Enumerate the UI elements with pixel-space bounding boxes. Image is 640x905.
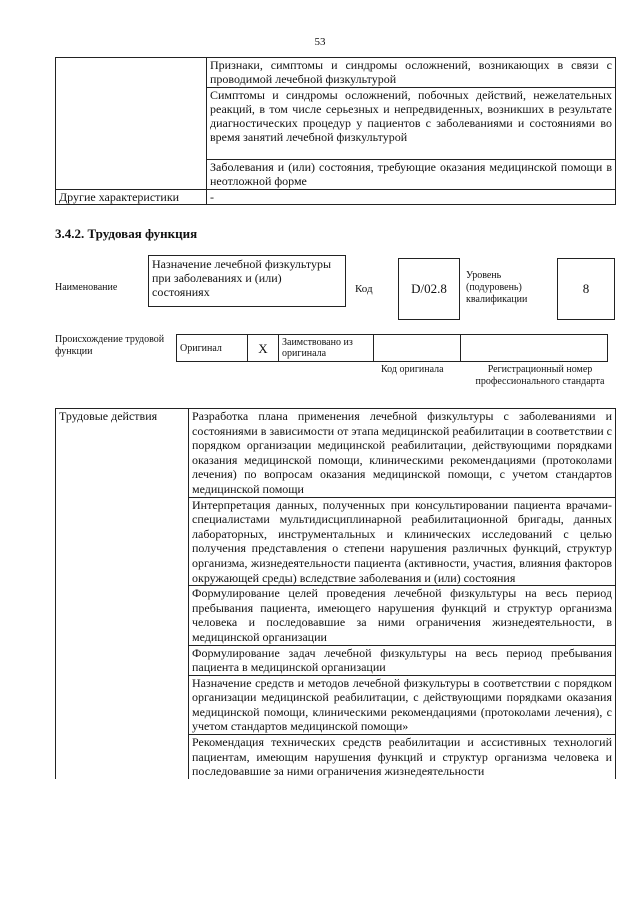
table-row-text: Симптомы и синдромы осложнений, побочных действий, нежелательных реакций, в том числе серьезных и непредвиденных, возникших в результате диагностических процедур у пациентов с заболеваниями и состояниями во время занятий лечебной физкультурой (207, 88, 616, 160)
empty-label-cell (56, 58, 207, 190)
page-number: 53 (314, 36, 326, 48)
borrowed-label: Заимствовано из оригинала (279, 335, 374, 362)
origin-label: Происхождение трудовой функции (55, 334, 165, 357)
reg-number-cell (461, 335, 608, 362)
labor-actions-table (55, 408, 616, 779)
other-characteristics-label: Другие характеристики (56, 190, 207, 205)
labor-action-item: Назначение средств и методов лечебной физкультуры в соответствии с порядком организации медицинской реабилитации, с действующими порядками оказания медицинской помощи, клиническими рекомендациями (протоколами лечения), с учетом стандартов медицинской помощи» (189, 675, 616, 734)
labor-actions-label: Трудовые действия (56, 409, 189, 779)
table-row-text: Признаки, симптомы и синдромы осложнений, возникающих в связи с проводимой лечебной физкультурой (207, 58, 616, 88)
name-label: Наименование (55, 282, 118, 293)
code-label: Код (355, 283, 373, 295)
labor-action-item: Формулирование целей проведения лечебной физкультуры на весь период пребывания пациента, имеющего нарушения функций и структур организма человека и последовавшие за ними ограничения жизнедеятельности, в медицинской организации (189, 586, 616, 645)
qualification-level-label: Уровень (подуровень) квалификации (466, 270, 528, 305)
table-row-text: Заболевания и (или) состояния, требующие оказания медицинской помощи в неотложной форме (207, 160, 616, 190)
reg-number-caption: Регистрационный номер профессионального стандарта (475, 364, 605, 387)
qualification-level-box: 8 (557, 258, 615, 320)
labor-action-item: Разработка плана применения лечебной физкультуры с заболеваниями и состояниями в зависимости от этапа медицинской реабилитации в соответствии с порядком организации медицинской реабилитации, действующими порядками оказания медицинской помощи, клиническими рекомендациями (протоколами лечения) по вопросам оказания медицинской помощи, с учетом стандартов медицинской помощи (189, 409, 616, 498)
labor-action-item: Интерпретация данных, полученных при консультировании пациента врачами-специалистами мультидисциплинарной реабилитационной бригады, данных лабораторных, инструментальных и клинических исследований с целью получения представления о степени нарушения различных функций, структур организма, жизнедеятельности пациента (активности, участия, влияния факторов окружающей среды) вследствие заболевания и (или) состояния (189, 497, 616, 586)
other-characteristics-value: - (207, 190, 616, 205)
labor-action-item: Рекомендация технических средств реабилитации и ассистивных технологий пациентам, имеющим нарушения функций и структур организма человека и последовавшие за ними ограничения жизнедеятельности (189, 735, 616, 779)
code-original-cell (374, 335, 461, 362)
origin-table (176, 334, 608, 362)
labor-action-item: Формулирование задач лечебной физкультуры на весь период пребывания пациента в медицинской организации (189, 645, 616, 675)
original-label: Оригинал (177, 335, 248, 362)
code-value-box: D/02.8 (398, 258, 460, 320)
name-value-box: Назначение лечебной физкультуры при заболеваниях и (или) состояниях (148, 255, 346, 307)
original-mark: X (248, 335, 279, 362)
code-original-caption: Код оригинала (381, 364, 444, 375)
section-title: 3.4.2. Трудовая функция (55, 226, 198, 241)
requirements-table-continuation (55, 57, 616, 205)
